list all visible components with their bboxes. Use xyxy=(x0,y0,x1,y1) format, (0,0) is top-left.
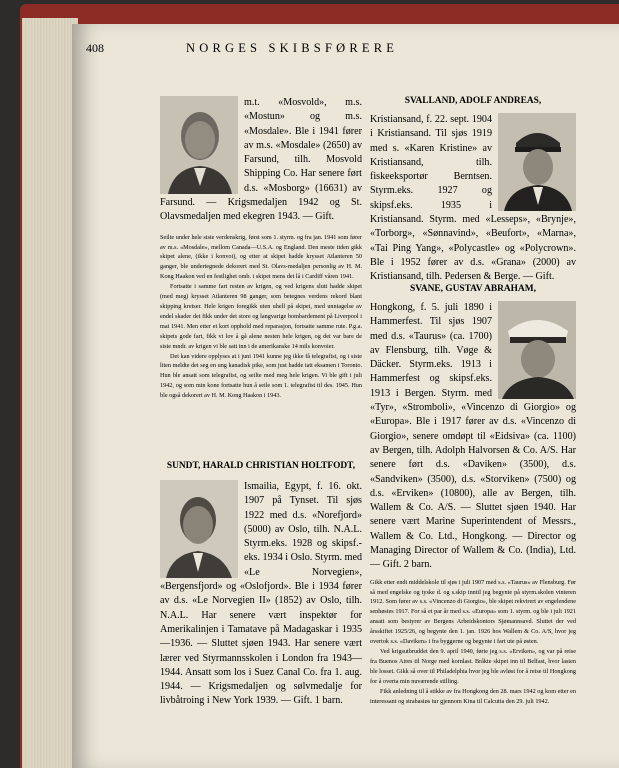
svane-entry xyxy=(370,283,576,706)
page-header xyxy=(86,41,619,57)
page-number: 408 xyxy=(86,41,104,55)
svalland-entry xyxy=(370,95,576,285)
portrait-photo-mosvold-captain xyxy=(160,96,238,194)
wartime-note-2: Fortsatte i samme fart resten av krigen, og ved krigens slutt hadde skipet (med meg) krysset Atlanteren 98 ganger, som betegnes verdens rekord blant skipping kretser. Hele krigen foregikk uten uhell på skipet, med unntagelse av endel skader det fikk under det store og langvarige bombardement på Liverpool i mai 1941. Men etter et kort opphold med reparasjon, fortsatte samme rute. P.g.a. skipets gode fart, fikk vi lov å gå alene nesten hele krigen, og det var bare de siste mndr. av krigen vi ble satt inn i de amerikanske 14 mils konvoier. xyxy=(160,283,362,350)
svalland-career-text: Kristiansand, f. 22. sept. 1904 i Kristiansand. Til sjøs 1919 med s. «Karen Kristine» av Kristiansand, tilh. fiskeeksportør Berntsen. Styrm.eks. 1927 og skipsf.eks. 1935 i Kristiansand. Styrm. med «Lesseps», «Brynje», «Torborg», «Sønnavind», «Beufort», «Marna», «Tai Ping Yang», «Polycastle» og «Polycrown». Ble i 1952 fører av d.s. «Grana» (2000) av Kristiansand, tilh. Pedersen & Berge. — Gift. xyxy=(370,114,576,283)
svane-heading: SVANE, GUSTAV ABRAHAM, xyxy=(410,284,536,294)
sundt-career-text: Ismailia, Egypt, f. 16. okt. 1907 på Tynset. Til sjøs 1922 med d.s. «Norefjord» (5000) av Oslo, tilh. N.A.L. Styrm.eks. 1928 og skipsf.-eks. 1934 i Oslo. Styrm. med «Le Norvegien», «Bergensfjord» og «Oslofjord». Ble i 1934 fører av d.s. «Le Norvegien II» (1852) av Oslo, tilh. N.A.L. Har senere vært inspektør for Amerikalinjen i Tamatave på Madagaskar i 1935—1936. — Sluttet sjøen 1943. Har senere vært lærer ved Styrmannsskolen i London fra 1943—1944. Ansatt som los i Suez Canal Co. fra 1. aug. 1944. — Krigsmedaljen og sølvmedalje for livbåtroing i New York 1939. — Gift. 1 barn. xyxy=(160,481,362,707)
svalland-heading: SVALLAND, ADOLF ANDREAS, xyxy=(404,96,542,106)
left-column xyxy=(160,96,362,401)
portrait-photo-svane xyxy=(498,301,576,399)
sundt-entry xyxy=(160,460,362,709)
svane-note-2: Ved krigsutbruddet den 9. april 1940, førte jeg s.s. «Erviken», og var på reise fra Buenos Aires til Norge med kornlast. Bråkte skipet inn til Belfast, hvor lasten ble losset. Gikk så over til Philadelphia hvor jeg ble avløst for å reise til Hongkong for å overta min nuværende stilling. xyxy=(370,647,576,685)
svane-note-1: Gikk etter endt middelskole til sjøs i juli 1907 med s.s. «Taurus» av Flensburg. Før så med engelske og tyske d. og s.skip inntil jeg begynte på styrm.skolen vinteren 1912. Som fører av s.s. «Vincenzo di Giorgio», ble skipet rekvirert av engelendene senhøstes 1917. For så et par år med s.s. «Europa» som 1. styrm. og ble i juli 1921 ansatt som bestyrer av Bergens Arbeidskontors Sjømannsavd. Sluttet der ved årsskiftet 1925/26, og begynte den 1. jan. 1926 hos Wallem & Co. A/S, hvor jeg overtok s.s. «Daviken» i fra byggerne og begynte i fart ute på østen. xyxy=(370,578,576,646)
wartime-note-1: Seilte under hele siste verdenskrig, først som 1. styrm. og fra jan. 1941 som fører av m.s. «Mosdale», mellom Canada—U.S.A. og England. Den meste tiden gikk skipet alene, (ikke i konvoi), og etter at skipet hadde krysset Atlanteren 50 ganger, ble undertegnede dekorert med St. Olavs-medaljen personlig av H. M. Kong Haakon ved en festlighet omb. i skipet mens det lå i Cardiff våren 1941. xyxy=(160,233,362,281)
page-stack-edge xyxy=(22,18,78,768)
wartime-note-3: Det kan videre opplyses at i juni 1941 kunne jeg ikke få telegrafist, og i siste liten meldte det seg en ung kanadisk pike, som just hadde tatt eksamen i Toronto. Hun ble ansatt som telegrafist, og seilte med meg hele krigen. Vi ble gift i juli 1942, og som min kone fortsatte hun å seile som 1. telegrafist til des. 1945. Hun ble også dekorert av H. M. Kong Haakon i 1943. xyxy=(160,352,362,400)
svane-career-text: Hongkong, f. 5. juli 1890 i Hammerfest. Til sjøs 1907 med d.s. «Taurus» (ca. 1700) av Flensburg, tilh. Vøge & Däcker. Styrm.eks. 1913 i Hammerfest og skipsf.eks. 1913 i Bergen. Styrm. med «Tyr», «Stromboli», «Vincenzo di Giorgio» og «Europa». Ble i 1917 fører av d.s. «Vincenzo di Giorgio», senere omdøpt til «Eidsiva» (ca. 1100) av Bergen, tilh. Adolph Halvorsen & Co. A/S. Har senere ført d.s. «Daviken» (3500), d.s. «Sandviken» (3500), d.s. «Storviken» (7500) og d.s. «Erviken» (10800), alle av Bergen, tilh. Wallem & Co. A/S. — Sluttet sjøen 1940. Har senere vært Marine Superintendent of Messrs., Wallem & Co. Ltd., Hongkong. — Director og Managing Director of Wallem & Co. (India), Ltd. — Gift. 2 barn. xyxy=(370,302,576,571)
svane-note-3: Fikk anledning til å stikke av fra Hongkong den 28. mars 1942 og kom etter en interessant og strabasiøs tur gjennom Kina til Calcutta den 29. juli 1942. xyxy=(370,687,576,705)
running-head: NORGES SKIBSFØRERE xyxy=(186,41,399,55)
sundt-heading: SUNDT, HARALD CHRISTIAN HOLTFODT, xyxy=(166,461,356,471)
portrait-photo-svalland xyxy=(498,113,576,211)
portrait-photo-sundt xyxy=(160,480,238,578)
mosvold-career-text: m.t. «Mosvold», m.s. «Mostun» og m.s. «Mosdale». Ble i 1941 fører av m.s. «Mosdale» (2650) av Farsund, tilh. Mosvold Shipping Co. Har senere ført d.s. «Mosborg» (16631) av Farsund. — Krigsmedaljen 1942 og St. Olavsmedaljen med ekegren 1943. — Gift. xyxy=(160,97,362,223)
